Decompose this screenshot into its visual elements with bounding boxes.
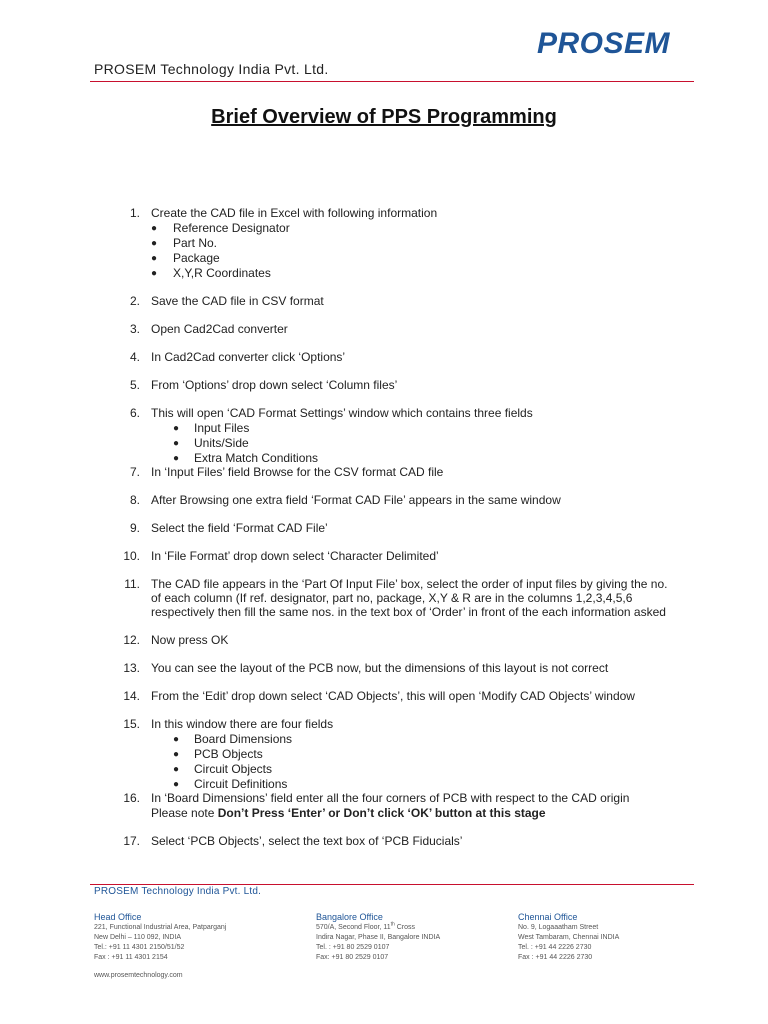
office-bangalore: Bangalore Office 570/A, Second Floor, 11th Cross Indira Nagar, Phase II, Bangalore INDIA Tel. : +91 80 2529 0107 Fax: +91 80 2529 0107	[316, 912, 441, 961]
office-head: Head Office 221, Functional Industrial Area, Patparganj New Delhi – 110 092, INDIA Tel.: +91 11 4301 2150/51/52 Fax : +91 11 4301 2154	[94, 912, 227, 961]
page-title: Brief Overview of PPS Programming	[211, 106, 557, 128]
steps-list: 1. Create the CAD file in Excel with following information ● Reference Designator ● Part No. ● Package ● X,Y,R Coordinates 2. Save the CAD file in CSV format 3. Open Cad2Cad converter 4. In Cad2Cad converter click ‘Options’ 5. From ‘Options’ drop down select ‘Column files’ 6. This will open ‘CAD Format Settings’ window which contains three fields ● Input Files ● Units/Side ● Extra Match Conditions 7. In ‘Input Files’ field Browse for the CSV format CAD file 8. After Browsing one extra field ‘Format CAD File’ appears in the same window 9. Select the field ‘Format CAD File’ 10. In ‘File Format’ drop down select ‘Character Delimited’ 11. The CAD file appears in the ‘Part Of Input File’ box, select the order of input files by giving the no. of each column (If ref. designator, part no, package, X,Y & R are in the columns 1,2,3,4,5,6 respectively then fill the same nos. in the text box of ‘Order’ in front of the each information asked 12. Now press OK 13. You can see the layout of the PCB now, but the dimensions of this layout is not correct 14. From the ‘Edit’ drop down select ‘CAD Objects’, this will open ‘Modify CAD Objects’ window 15. In this window there are four fields ● Board Dimensions ● PCB Objects ● Circuit Objects ● Circuit Definitions 16. In ‘Board Dimensions’ field enter all the four corners of PCB with respect to the CAD origin Please note Don’t Press ‘Enter’ or Don’t click ‘OK’ button at this stage 17. Select ‘PCB Objects’, select the text box of ‘PCB Fiducials’	[123, 206, 668, 848]
header-company-name: PROSEM Technology India Pvt. Ltd.	[94, 61, 329, 77]
office-chennai: Chennai Office No. 9, Logaaatham Street West Tambaram, Chennai INDIA Tel. : +91 44 2226 2730 Fax : +91 44 2226 2730	[518, 912, 620, 961]
list-item-continuation: respectively then fill the same nos. in the text box of ‘Order’ in front of the each information asked	[151, 605, 666, 619]
footer-divider	[90, 884, 694, 885]
list-item-continuation: of each column (If ref. designator, part no, package, X,Y & R are in the columns 1,2,3,4,5,6	[151, 591, 633, 605]
warning-note: Please note Don’t Press ‘Enter’ or Don’t click ‘OK’ button at this stage	[151, 806, 546, 820]
prosem-logo: PROSEM	[537, 27, 671, 60]
website-link[interactable]: www.prosemtechnology.com	[94, 972, 183, 979]
footer-company-name: PROSEM Technology India Pvt. Ltd.	[94, 886, 262, 897]
